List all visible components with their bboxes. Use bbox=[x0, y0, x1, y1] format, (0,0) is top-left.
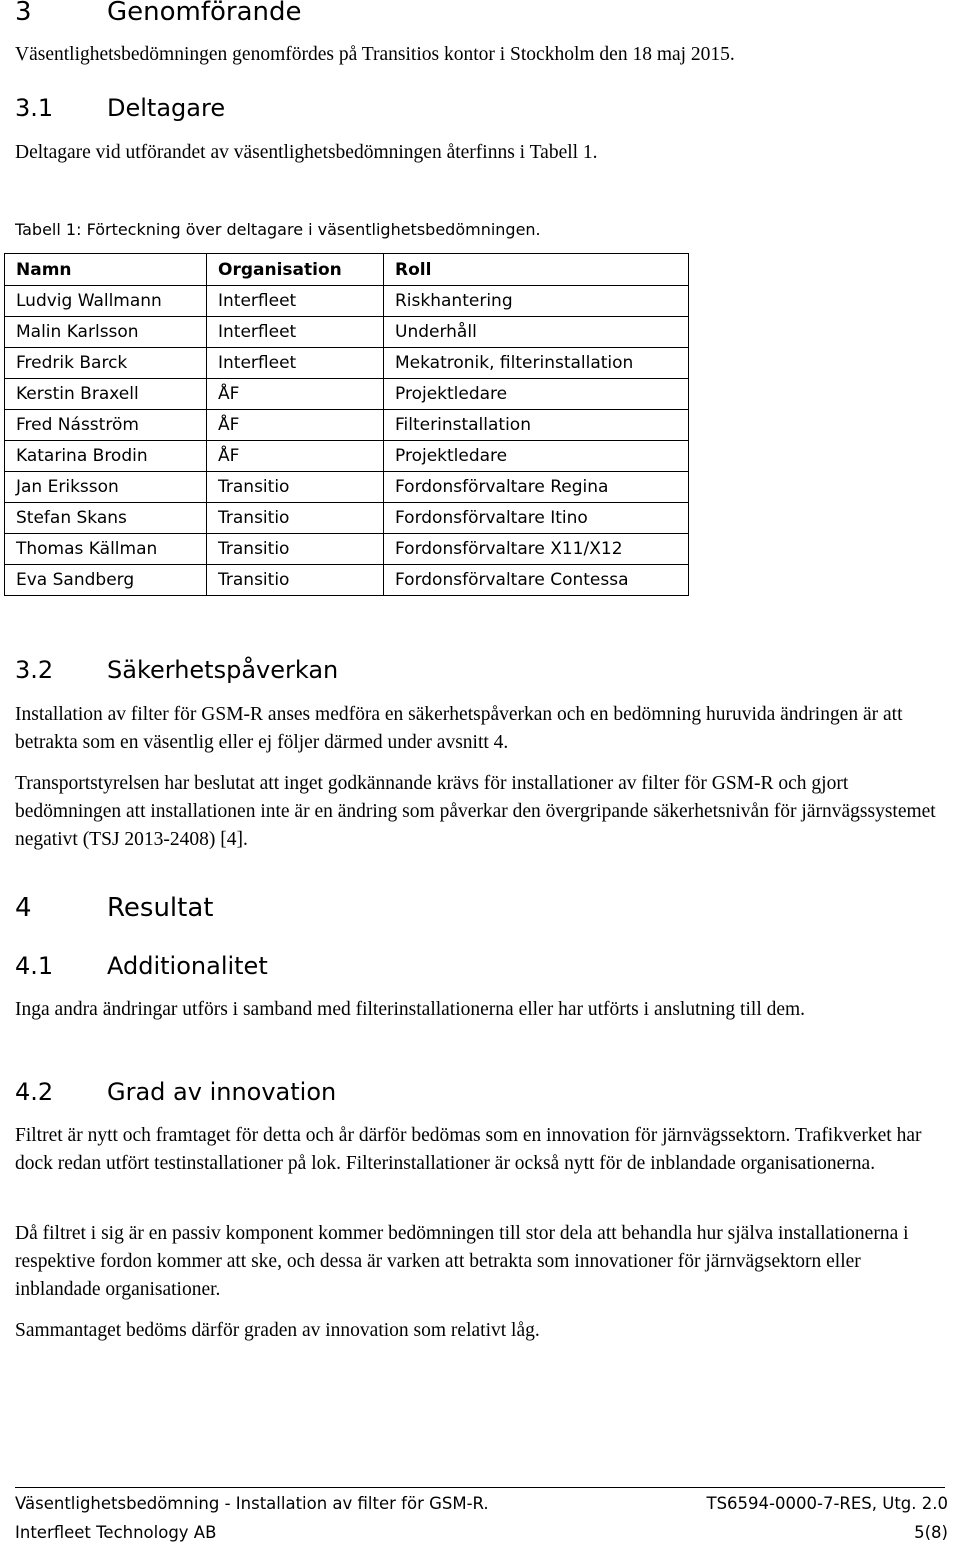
table-row bbox=[5, 317, 689, 348]
cell-name: Stefan Skans bbox=[5, 503, 207, 534]
cell-organisation: Transitio bbox=[207, 472, 384, 503]
cell-role: Fordonsförvaltare X11/X12 bbox=[384, 534, 689, 565]
cell-name: Eva Sandberg bbox=[5, 565, 207, 596]
section-4-2-paragraph-3: Sammantaget bedöms därför graden av innovation som relativt låg. bbox=[15, 1320, 540, 1341]
cell-organisation: Interfleet bbox=[207, 286, 384, 317]
heading-4: 4 Resultat bbox=[15, 893, 214, 923]
cell-organisation: Transitio bbox=[207, 565, 384, 596]
heading-3: 3 Genomförande bbox=[15, 0, 302, 27]
cell-name: Kerstin Braxell bbox=[5, 379, 207, 410]
table-row bbox=[5, 286, 689, 317]
cell-role: Underhåll bbox=[384, 317, 689, 348]
table-caption: Tabell 1: Förteckning över deltagare i väsentlighetsbedömningen. bbox=[15, 220, 541, 239]
section-3-1-text: Deltagare vid utförandet av väsentlighetsbedömningen återfinns i Tabell 1. bbox=[15, 142, 598, 163]
heading-3-2: 3.2 Säkerhetspåverkan bbox=[15, 656, 339, 684]
cell-role: Projektledare bbox=[384, 441, 689, 472]
footer-divider bbox=[15, 1487, 945, 1488]
table-row bbox=[5, 472, 689, 503]
section-3-2-paragraph-1: Installation av filter för GSM-R anses medföra en säkerhetspåverkan och en bedömning huruvida ändringen är att betrakta som en väsentlig eller ej följer därmed under avsnitt 4. bbox=[15, 704, 903, 753]
table-row bbox=[5, 503, 689, 534]
cell-role: Fordonsförvaltare Regina bbox=[384, 472, 689, 503]
cell-name: Fredrik Barck bbox=[5, 348, 207, 379]
table-row bbox=[5, 379, 689, 410]
cell-name: Fred Násström bbox=[5, 410, 207, 441]
cell-organisation: ÅF bbox=[207, 379, 384, 410]
section-4-2-paragraph-1: Filtret är nytt och framtaget för detta och år därför bedömas som en innovation för järnvägssektorn. Trafikverket har dock redan utfört testinstallationer på lok. Filterinstallationer är också nytt för de inblandade organisationerna. bbox=[15, 1125, 922, 1174]
section-4-1-paragraph: Inga andra ändringar utförs i samband med filterinstallationerna eller har utförts i anslutning till dem. bbox=[15, 999, 806, 1020]
footer-company: Interfleet Technology AB bbox=[15, 1523, 217, 1542]
cell-organisation: Interfleet bbox=[207, 348, 384, 379]
heading-4-2: 4.2 Grad av innovation bbox=[15, 1078, 337, 1106]
table-row bbox=[5, 534, 689, 565]
cell-role: Riskhantering bbox=[384, 286, 689, 317]
cell-name: Jan Eriksson bbox=[5, 472, 207, 503]
heading-3-1: 3.1 Deltagare bbox=[15, 94, 226, 122]
cell-role: Fordonsförvaltare Contessa bbox=[384, 565, 689, 596]
cell-name: Malin Karlsson bbox=[5, 317, 207, 348]
cell-name: Thomas Källman bbox=[5, 534, 207, 565]
header-role: Roll bbox=[384, 254, 689, 286]
cell-organisation: Transitio bbox=[207, 503, 384, 534]
cell-organisation: ÅF bbox=[207, 441, 384, 472]
table-header-row bbox=[5, 254, 689, 286]
header-name: Namn bbox=[5, 254, 207, 286]
cell-role: Fordonsförvaltare Itino bbox=[384, 503, 689, 534]
participants-table bbox=[4, 253, 689, 596]
cell-name: Katarina Brodin bbox=[5, 441, 207, 472]
section-3-2-paragraph-2: Transportstyrelsen har beslutat att inget godkännande krävs för installationer av filter för GSM-R och gjort bedömningen att installationen inte är en ändring som påverkar den övergripande säkerhetsnivån för järnvägssystemet negativt (TSJ 2013-2408) [4]. bbox=[15, 773, 936, 850]
footer-doc-title: Väsentlighetsbedömning - Installation av filter för GSM-R. bbox=[15, 1494, 489, 1513]
section-3-intro: Väsentlighetsbedömningen genomfördes på Transitios kontor i Stockholm den 18 maj 2015. bbox=[15, 44, 735, 65]
cell-role: Mekatronik, filterinstallation bbox=[384, 348, 689, 379]
cell-role: Projektledare bbox=[384, 379, 689, 410]
heading-4-1: 4.1 Additionalitet bbox=[15, 952, 268, 980]
cell-organisation: Interfleet bbox=[207, 317, 384, 348]
table-row bbox=[5, 565, 689, 596]
footer-doc-id: TS6594-0000-7-RES, Utg. 2.0 bbox=[706, 1494, 948, 1513]
table-row bbox=[5, 348, 689, 379]
cell-organisation: ÅF bbox=[207, 410, 384, 441]
table-row bbox=[5, 410, 689, 441]
cell-name: Ludvig Wallmann bbox=[5, 286, 207, 317]
cell-organisation: Transitio bbox=[207, 534, 384, 565]
footer-page-number: 5(8) bbox=[914, 1523, 948, 1542]
cell-role: Filterinstallation bbox=[384, 410, 689, 441]
section-4-2-paragraph-2: Då filtret i sig är en passiv komponent kommer bedömningen till stor dela att behandla hur själva installationerna i respektive fordon kommer att ske, och dessa är varken att betrakta som innovationer för järnvägsektorn eller inblandade organisationer. bbox=[15, 1223, 909, 1300]
table-row bbox=[5, 441, 689, 472]
header-organisation: Organisation bbox=[207, 254, 384, 286]
